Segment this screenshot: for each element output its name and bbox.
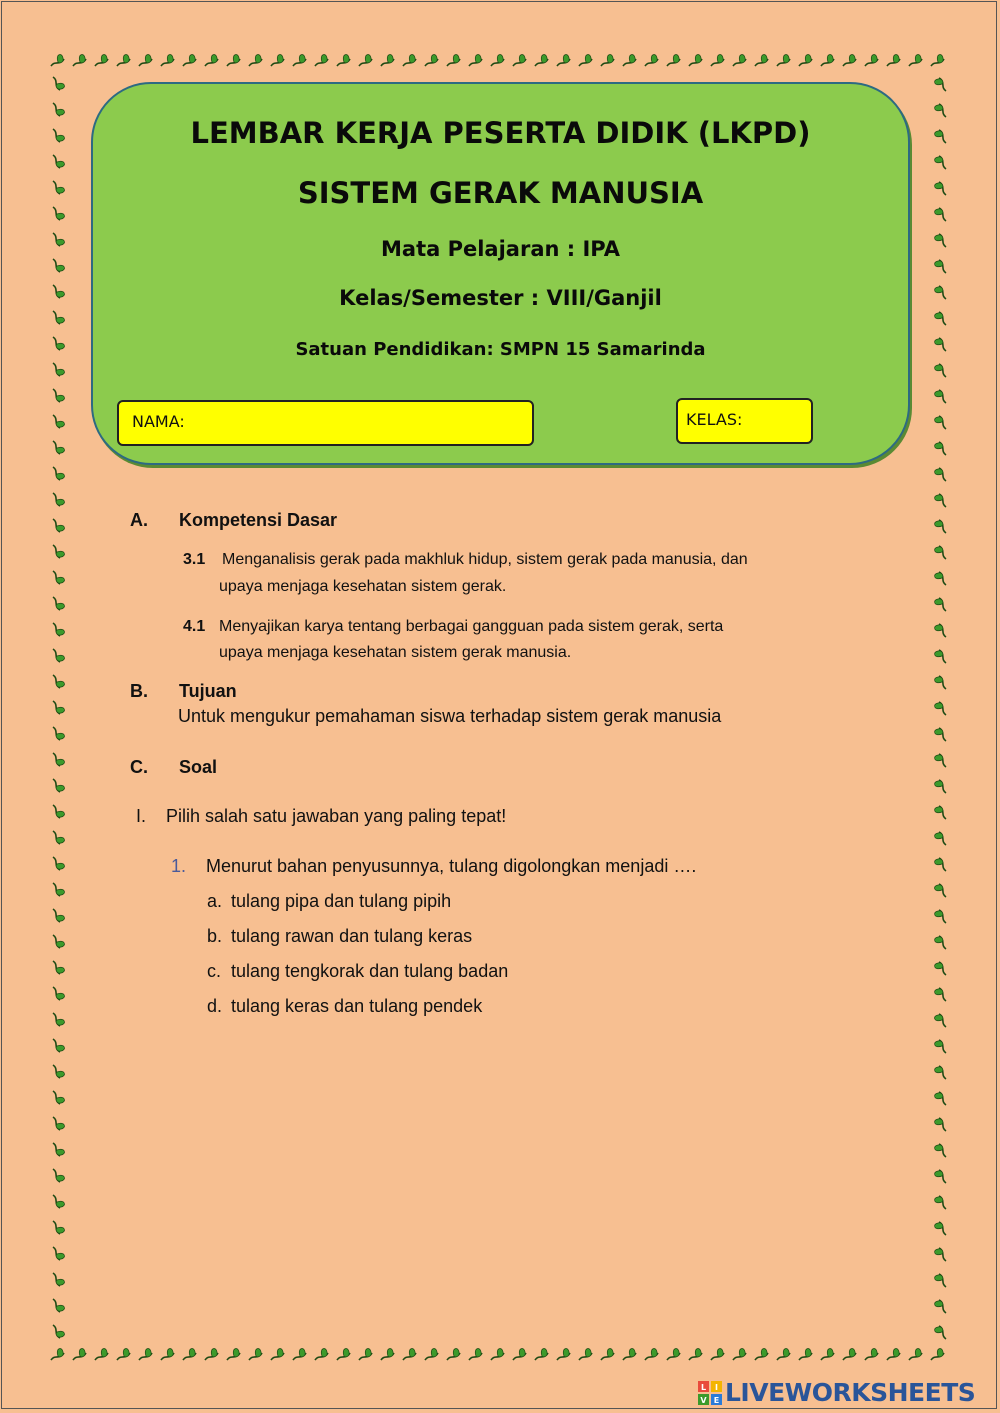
vine-ornament-left bbox=[53, 987, 64, 1000]
vine-ornament-right bbox=[935, 364, 946, 377]
vine-ornament-bottom bbox=[579, 1349, 592, 1360]
vine-ornament-left bbox=[53, 623, 64, 636]
vine-ornament-right bbox=[935, 260, 946, 273]
vine-ornament-right bbox=[935, 494, 946, 507]
vine-ornament-right bbox=[935, 962, 946, 975]
vine-ornament-left bbox=[53, 675, 64, 688]
vine-ornament-bottom bbox=[183, 1349, 196, 1360]
vine-ornament-right bbox=[935, 520, 946, 533]
vine-ornament-bottom bbox=[777, 1349, 790, 1360]
vine-ornament-bottom bbox=[733, 1349, 746, 1360]
vine-ornament-right bbox=[935, 1170, 946, 1183]
logo-letter-3: V bbox=[700, 1396, 707, 1405]
vine-ornament-right bbox=[935, 884, 946, 897]
vine-ornament-right bbox=[935, 1196, 946, 1209]
vine-ornament-left bbox=[53, 597, 64, 610]
vine-ornament-top bbox=[909, 55, 922, 66]
section-b-letter: B. bbox=[130, 681, 148, 701]
vine-ornament-bottom bbox=[359, 1349, 372, 1360]
vine-ornament-bottom bbox=[425, 1349, 438, 1360]
option-c-letter[interactable]: c. bbox=[207, 961, 222, 981]
section-c-letter: C. bbox=[130, 757, 148, 777]
vine-ornament-top bbox=[293, 55, 306, 66]
liveworksheets-logo-icon bbox=[698, 1381, 722, 1405]
option-b-text[interactable]: tulang rawan dan tulang keras bbox=[231, 926, 473, 946]
vine-ornament-left bbox=[53, 753, 64, 766]
vine-ornament-bottom bbox=[623, 1349, 636, 1360]
vine-ornament-right bbox=[935, 416, 946, 429]
header-panel bbox=[91, 82, 910, 465]
vine-ornament-top bbox=[865, 55, 878, 66]
vine-ornament-left bbox=[53, 1169, 64, 1182]
vine-ornament-left bbox=[53, 1299, 64, 1312]
vine-ornament-right bbox=[935, 1092, 946, 1105]
vine-ornament-top bbox=[469, 55, 482, 66]
name-field[interactable] bbox=[117, 400, 534, 446]
vine-ornament-bottom bbox=[139, 1349, 152, 1360]
vine-ornament-right bbox=[935, 234, 946, 247]
competency-4-1-line1: Menyajikan karya tentang berbagai gangguan pada sistem gerak, serta bbox=[219, 618, 724, 635]
vine-ornament-right bbox=[935, 1326, 946, 1339]
vine-ornament-right bbox=[935, 1066, 946, 1079]
logo-letter-1: L bbox=[700, 1383, 707, 1392]
vine-ornament-left bbox=[53, 103, 64, 116]
vine-ornament-left bbox=[53, 779, 64, 792]
vine-ornament-right bbox=[935, 650, 946, 663]
vine-ornament-left bbox=[53, 441, 64, 454]
vine-ornament-right bbox=[935, 1300, 946, 1313]
vine-ornament-left bbox=[53, 727, 64, 740]
vine-ornament-top bbox=[755, 55, 768, 66]
vine-ornament-top bbox=[887, 55, 900, 66]
vine-ornament-right bbox=[935, 1040, 946, 1053]
vine-ornament-bottom bbox=[95, 1349, 108, 1360]
vine-ornament-top bbox=[249, 55, 262, 66]
vine-ornament-bottom bbox=[227, 1349, 240, 1360]
vine-ornament-bottom bbox=[491, 1349, 504, 1360]
class-field[interactable] bbox=[676, 398, 813, 444]
competency-3-1-number: 3.1 bbox=[183, 551, 206, 568]
vine-ornament-bottom bbox=[667, 1349, 680, 1360]
vine-ornament-bottom bbox=[51, 1349, 64, 1360]
vine-ornament-left bbox=[53, 363, 64, 376]
vine-ornament-right bbox=[935, 858, 946, 871]
vine-ornament-top bbox=[689, 55, 702, 66]
school-line: Satuan Pendidikan: SMPN 15 Samarinda bbox=[295, 339, 706, 360]
vine-ornament-left bbox=[53, 519, 64, 532]
vine-ornament-top bbox=[535, 55, 548, 66]
vine-ornament-right bbox=[935, 676, 946, 689]
vine-ornament-right bbox=[935, 806, 946, 819]
vine-ornament-bottom bbox=[381, 1349, 394, 1360]
vine-ornament-left bbox=[53, 545, 64, 558]
vine-ornament-top bbox=[73, 55, 86, 66]
option-a-text[interactable]: tulang pipa dan tulang pipih bbox=[231, 891, 452, 911]
competency-3-1-line1: Menganalisis gerak pada makhluk hidup, sistem gerak pada manusia, dan bbox=[222, 551, 748, 568]
vine-ornament-bottom bbox=[513, 1349, 526, 1360]
vine-ornament-bottom bbox=[557, 1349, 570, 1360]
worksheet-title: LEMBAR KERJA PESERTA DIDIK (LKPD) bbox=[190, 116, 811, 150]
vine-ornament-right bbox=[935, 572, 946, 585]
competency-4-1-line2: upaya menjaga kesehatan sistem gerak manusia. bbox=[219, 644, 572, 661]
vine-ornament-right bbox=[935, 156, 946, 169]
vine-ornament-bottom bbox=[535, 1349, 548, 1360]
vine-ornament-bottom bbox=[447, 1349, 460, 1360]
vine-ornament-top bbox=[425, 55, 438, 66]
vine-ornament-top bbox=[51, 55, 64, 66]
section-a-letter: A. bbox=[130, 510, 148, 530]
vine-ornament-right bbox=[935, 286, 946, 299]
vine-ornament-left bbox=[53, 129, 64, 142]
vine-ornament-bottom bbox=[887, 1349, 900, 1360]
vine-ornament-bottom bbox=[711, 1349, 724, 1360]
vine-ornament-top bbox=[557, 55, 570, 66]
vine-ornament-top bbox=[117, 55, 130, 66]
vine-ornament-top bbox=[227, 55, 240, 66]
vine-ornament-left bbox=[53, 233, 64, 246]
vine-ornament-left bbox=[53, 857, 64, 870]
vine-ornament-left bbox=[53, 155, 64, 168]
question-1-text: Menurut bahan penyusunnya, tulang digolongkan menjadi …. bbox=[206, 856, 697, 876]
competency-3-1-line2: upaya menjaga kesehatan sistem gerak. bbox=[219, 578, 507, 595]
vine-ornament-top bbox=[733, 55, 746, 66]
vine-ornament-top bbox=[359, 55, 372, 66]
vine-ornament-left bbox=[53, 883, 64, 896]
vine-ornament-top bbox=[315, 55, 328, 66]
option-a-letter[interactable]: a. bbox=[207, 891, 223, 911]
vine-ornament-left bbox=[53, 935, 64, 948]
vine-ornament-left bbox=[53, 1091, 64, 1104]
vine-ornament-bottom bbox=[821, 1349, 834, 1360]
vine-ornament-bottom bbox=[931, 1349, 944, 1360]
vine-ornament-right bbox=[935, 338, 946, 351]
vine-ornament-top bbox=[821, 55, 834, 66]
vine-ornament-top bbox=[931, 55, 944, 66]
vine-ornament-right bbox=[935, 728, 946, 741]
vine-ornament-right bbox=[935, 702, 946, 715]
worksheet-subtitle: SISTEM GERAK MANUSIA bbox=[297, 176, 704, 210]
vine-ornament-right bbox=[935, 598, 946, 611]
vine-ornament-left bbox=[53, 1247, 64, 1260]
vine-ornament-right bbox=[935, 1144, 946, 1157]
vine-ornament-bottom bbox=[315, 1349, 328, 1360]
vine-ornament-bottom bbox=[73, 1349, 86, 1360]
vine-ornament-left bbox=[53, 1117, 64, 1130]
vine-ornament-bottom bbox=[249, 1349, 262, 1360]
instruction-numeral: I. bbox=[136, 806, 147, 826]
vine-ornament-left bbox=[53, 285, 64, 298]
vine-ornament-right bbox=[935, 182, 946, 195]
vine-ornament-top bbox=[337, 55, 350, 66]
vine-ornament-right bbox=[935, 936, 946, 949]
vine-ornament-left bbox=[53, 389, 64, 402]
vine-ornament-left bbox=[53, 337, 64, 350]
section-a-title: Kompetensi Dasar bbox=[179, 510, 338, 530]
vine-ornament-left bbox=[53, 805, 64, 818]
vine-ornament-bottom bbox=[337, 1349, 350, 1360]
vine-ornament-right bbox=[935, 78, 946, 91]
vine-ornament-top bbox=[645, 55, 658, 66]
vine-ornament-top bbox=[623, 55, 636, 66]
option-c-text[interactable]: tulang tengkorak dan tulang badan bbox=[231, 961, 509, 981]
vine-ornament-left bbox=[53, 1273, 64, 1286]
vine-ornament-left bbox=[53, 1065, 64, 1078]
vine-ornament-right bbox=[935, 442, 946, 455]
option-d-letter[interactable]: d. bbox=[207, 996, 223, 1016]
liveworksheets-wordmark: LIVEWORKSHEETS bbox=[725, 1378, 976, 1407]
vine-ornament-left bbox=[53, 1325, 64, 1338]
vine-ornament-top bbox=[205, 55, 218, 66]
vine-ornament-right bbox=[935, 624, 946, 637]
vine-ornament-right bbox=[935, 1118, 946, 1131]
vine-ornament-right bbox=[935, 390, 946, 403]
vine-ornament-top bbox=[799, 55, 812, 66]
vine-ornament-left bbox=[53, 207, 64, 220]
objective-text: Untuk mengukur pemahaman siswa terhadap sistem gerak manusia bbox=[178, 706, 722, 726]
vine-ornament-left bbox=[53, 1039, 64, 1052]
logo-letter-4: E bbox=[713, 1396, 720, 1405]
vine-ornament-right bbox=[935, 104, 946, 117]
vine-ornament-bottom bbox=[799, 1349, 812, 1360]
vine-ornament-top bbox=[271, 55, 284, 66]
vine-ornament-bottom bbox=[469, 1349, 482, 1360]
vine-ornament-left bbox=[53, 571, 64, 584]
vine-ornament-left bbox=[53, 467, 64, 480]
vine-ornament-right bbox=[935, 988, 946, 1001]
vine-ornament-left bbox=[53, 493, 64, 506]
vine-ornament-right bbox=[935, 468, 946, 481]
instruction-text: Pilih salah satu jawaban yang paling tepat! bbox=[166, 806, 507, 826]
question-1-number: 1. bbox=[171, 856, 187, 876]
vine-ornament-top bbox=[601, 55, 614, 66]
vine-ornament-left bbox=[53, 259, 64, 272]
vine-ornament-top bbox=[513, 55, 526, 66]
vine-ornament-top bbox=[161, 55, 174, 66]
vine-ornament-right bbox=[935, 1248, 946, 1261]
class-field-label: KELAS: bbox=[686, 410, 743, 429]
vine-ornament-left bbox=[53, 701, 64, 714]
competency-4-1-number: 4.1 bbox=[183, 618, 206, 635]
vine-ornament-right bbox=[935, 832, 946, 845]
section-b-title: Tujuan bbox=[179, 681, 237, 701]
logo-letter-2: I bbox=[715, 1383, 718, 1392]
vine-ornament-right bbox=[935, 910, 946, 923]
vine-ornament-right bbox=[935, 1014, 946, 1027]
vine-ornament-left bbox=[53, 1143, 64, 1156]
vine-ornament-right bbox=[935, 546, 946, 559]
name-field-label: NAMA: bbox=[132, 412, 185, 431]
vine-ornament-bottom bbox=[403, 1349, 416, 1360]
vine-ornament-left bbox=[53, 311, 64, 324]
vine-ornament-top bbox=[777, 55, 790, 66]
vine-ornament-top bbox=[447, 55, 460, 66]
vine-ornament-left bbox=[53, 1195, 64, 1208]
vine-ornament-left bbox=[53, 909, 64, 922]
class-semester-line: Kelas/Semester : VIII/Ganjil bbox=[339, 286, 662, 310]
vine-ornament-left bbox=[53, 181, 64, 194]
vine-ornament-bottom bbox=[645, 1349, 658, 1360]
vine-ornament-top bbox=[579, 55, 592, 66]
vine-ornament-right bbox=[935, 1274, 946, 1287]
vine-ornament-left bbox=[53, 649, 64, 662]
vine-ornament-top bbox=[491, 55, 504, 66]
vine-ornament-left bbox=[53, 961, 64, 974]
vine-ornament-left bbox=[53, 1013, 64, 1026]
vine-ornament-right bbox=[935, 208, 946, 221]
vine-ornament-bottom bbox=[865, 1349, 878, 1360]
vine-ornament-left bbox=[53, 415, 64, 428]
vine-ornament-bottom bbox=[689, 1349, 702, 1360]
option-b-letter[interactable]: b. bbox=[207, 926, 223, 946]
vine-ornament-top bbox=[711, 55, 724, 66]
vine-ornament-top bbox=[139, 55, 152, 66]
vine-ornament-top bbox=[95, 55, 108, 66]
vine-ornament-bottom bbox=[117, 1349, 130, 1360]
option-d-text[interactable]: tulang keras dan tulang pendek bbox=[231, 996, 483, 1016]
vine-ornament-left bbox=[53, 831, 64, 844]
vine-ornament-right bbox=[935, 1222, 946, 1235]
vine-ornament-top bbox=[667, 55, 680, 66]
section-c-title: Soal bbox=[179, 757, 218, 777]
vine-ornament-bottom bbox=[601, 1349, 614, 1360]
vine-ornament-bottom bbox=[271, 1349, 284, 1360]
vine-ornament-top bbox=[183, 55, 196, 66]
vine-ornament-right bbox=[935, 130, 946, 143]
vine-ornament-bottom bbox=[293, 1349, 306, 1360]
vine-ornament-bottom bbox=[161, 1349, 174, 1360]
vine-ornament-right bbox=[935, 754, 946, 767]
vine-ornament-top bbox=[403, 55, 416, 66]
vine-ornament-left bbox=[53, 1221, 64, 1234]
vine-ornament-bottom bbox=[843, 1349, 856, 1360]
vine-ornament-bottom bbox=[755, 1349, 768, 1360]
subject-line: Mata Pelajaran : IPA bbox=[381, 237, 620, 261]
vine-ornament-top bbox=[843, 55, 856, 66]
vine-ornament-right bbox=[935, 780, 946, 793]
vine-ornament-bottom bbox=[909, 1349, 922, 1360]
vine-ornament-top bbox=[381, 55, 394, 66]
vine-ornament-right bbox=[935, 312, 946, 325]
vine-ornament-bottom bbox=[205, 1349, 218, 1360]
vine-ornament-left bbox=[53, 77, 64, 90]
